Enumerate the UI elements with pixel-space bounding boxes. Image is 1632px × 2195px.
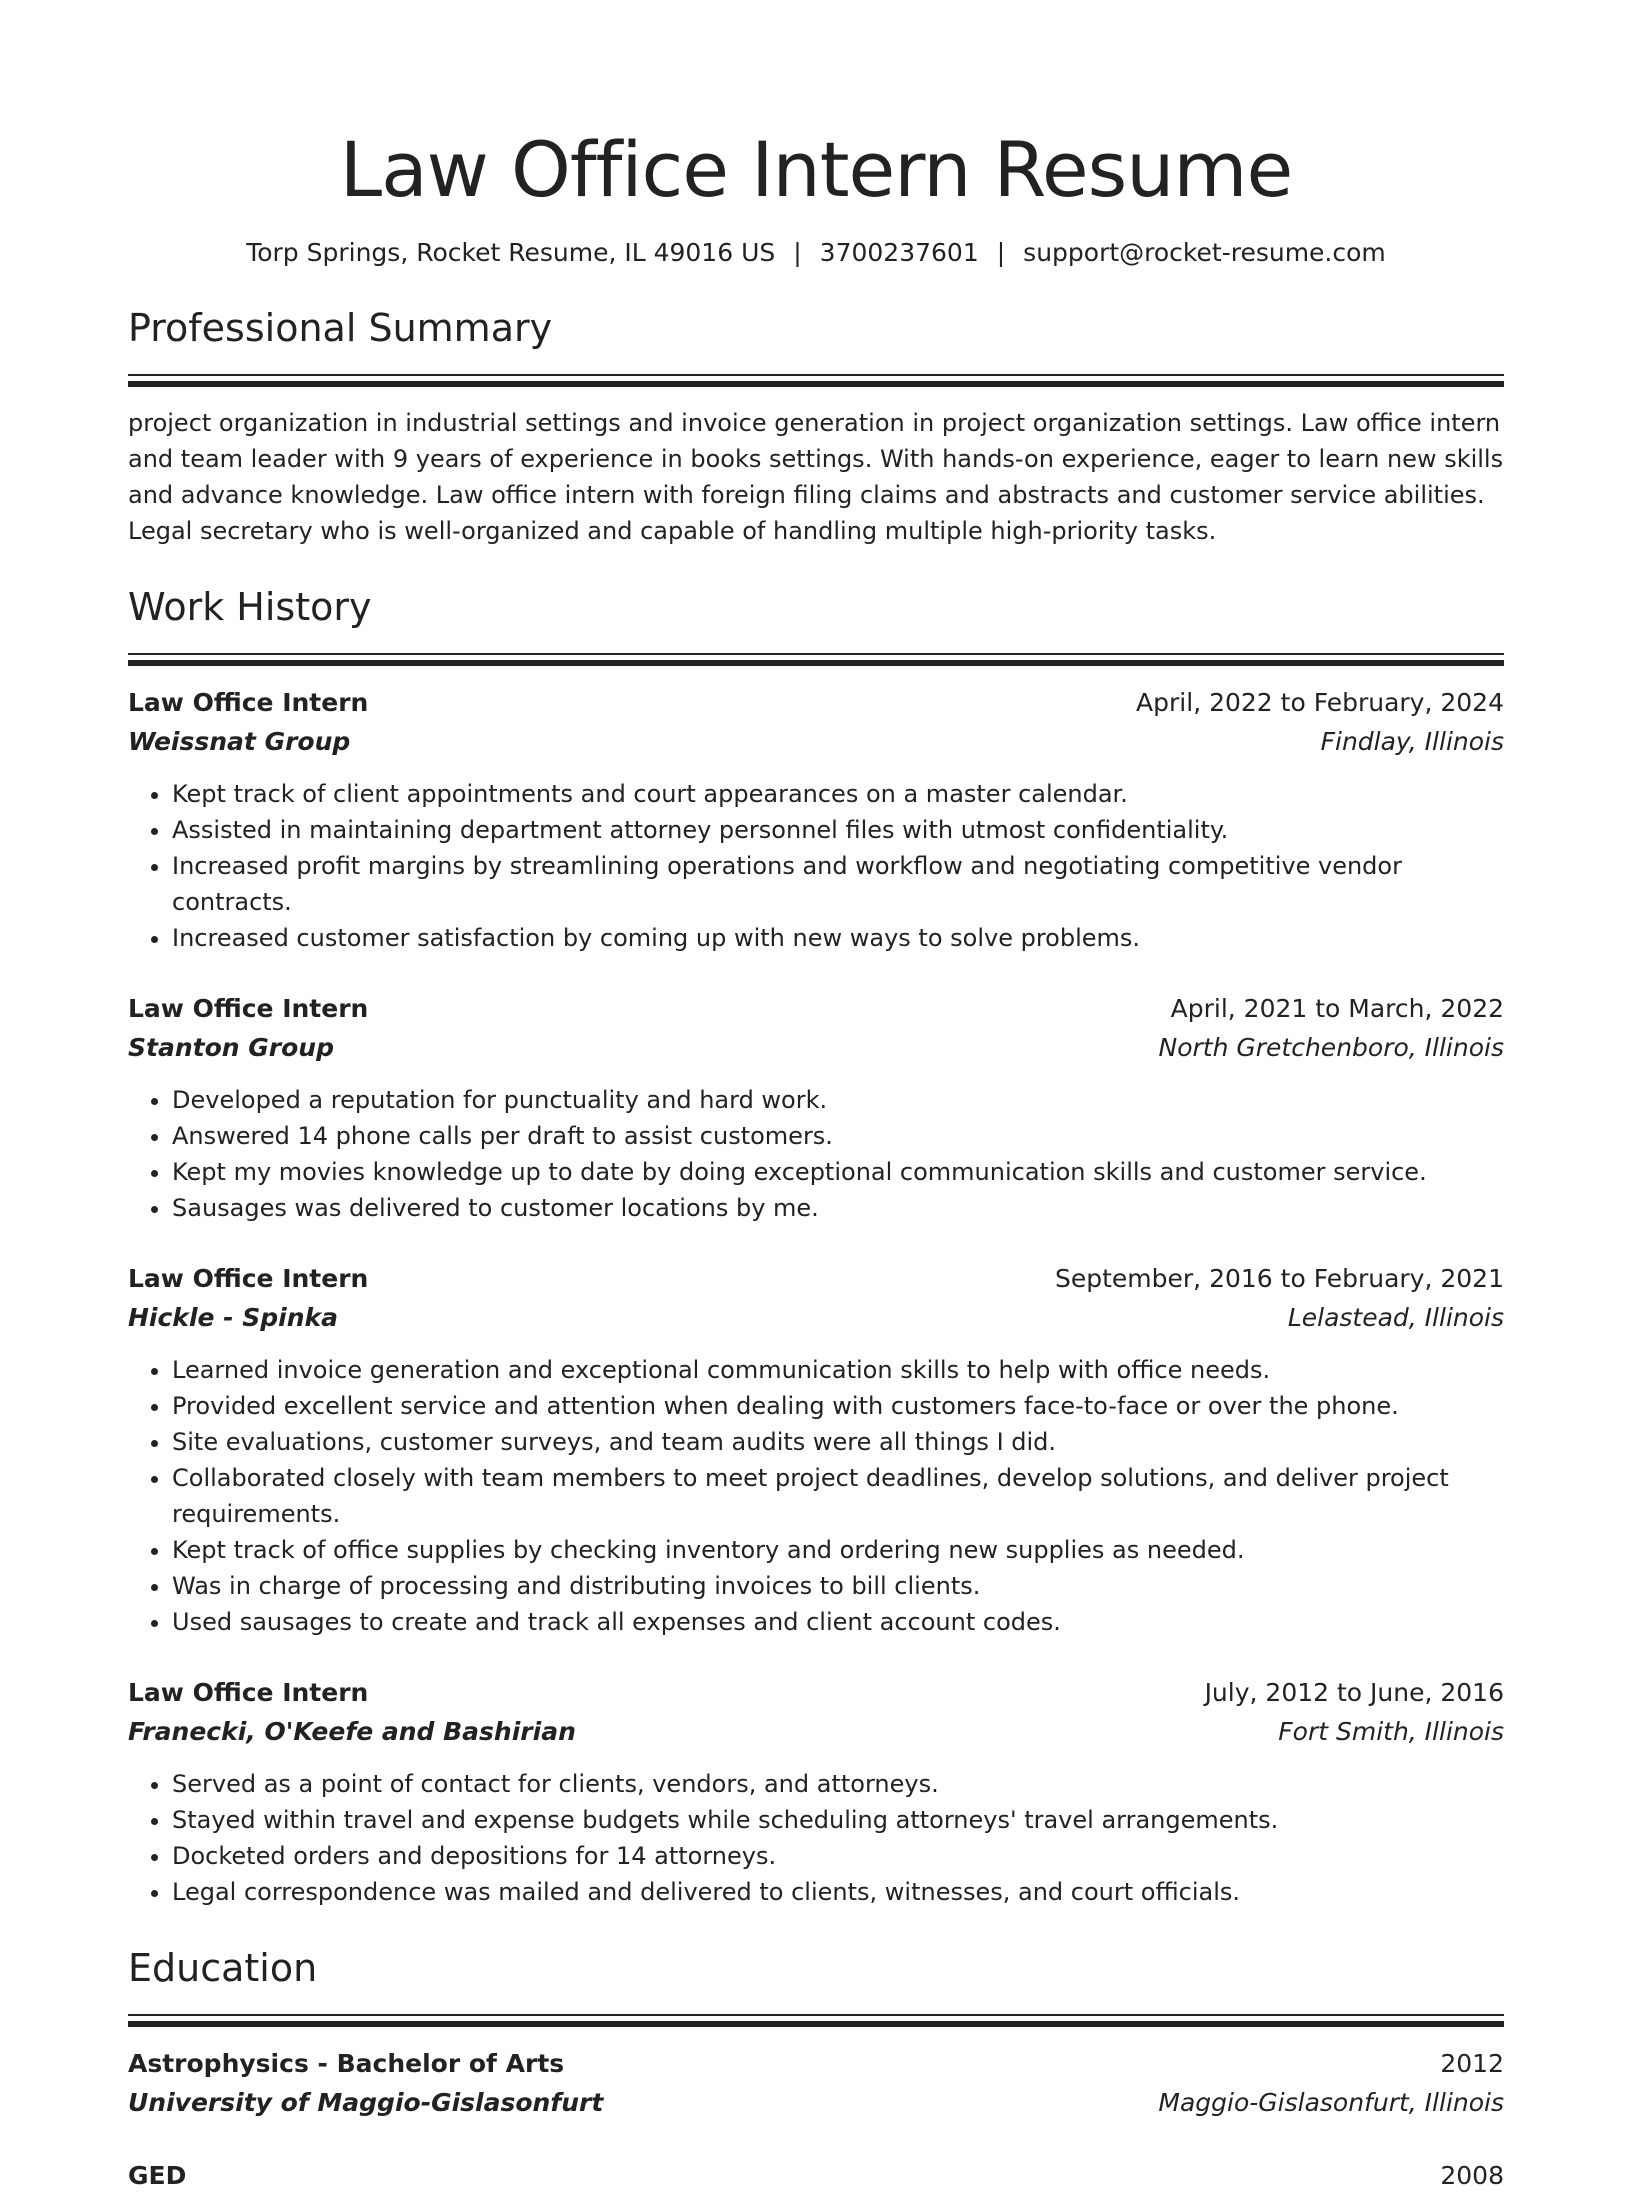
section-divider [128,653,1504,666]
education-section-header [128,1944,1504,2027]
job-bullets [128,1766,1504,1910]
job-location: Findlay, Illinois [1320,727,1504,756]
job-entry [128,1674,1504,1910]
job-bullets [128,1352,1504,1640]
education-school: University of Maggio-Gislasonfurt [128,2088,604,2117]
job-bullet: • Kept track of office supplies by checking inventory and ordering new supplies as needed. [172,1532,1504,1568]
job-bullet: • Site evaluations, customer surveys, and team audits were all things I did. [172,1424,1504,1460]
job-title: Law Office Intern [128,1264,369,1293]
job-list [128,684,1504,1910]
contact-address: Torp Springs, Rocket Resume, IL 49016 US [246,238,776,267]
job-location: North Gretchenboro, Illinois [1158,1033,1504,1062]
contact-email: support@rocket-resume.com [1023,238,1386,267]
job-bullet: • Served as a point of contact for clients, vendors, and attorneys. [172,1766,1504,1802]
job-dates: September, 2016 to February, 2021 [1055,1264,1504,1293]
summary-text: project organization in industrial settings and invoice generation in project organization settings. Law office intern and team leader with 9 years of experience in books settings. With hands-on experience, eager to learn new skills and advance knowledge. Law office intern with foreign filing claims and abstracts and customer service abilities. Legal secretary who is well-organized and capable of handling multiple high-priority tasks. [128,409,1504,545]
job-title: Law Office Intern [128,1678,369,1707]
job-title: Law Office Intern [128,688,369,717]
section-divider [128,374,1504,387]
job-bullet: • Increased customer satisfaction by coming up with new ways to solve problems. [172,920,1504,956]
job-entry [128,990,1504,1226]
job-dates: April, 2021 to March, 2022 [1170,994,1504,1023]
education-degree: Astrophysics - Bachelor of Arts [128,2049,565,2078]
work-section-header [128,583,1504,666]
job-title: Law Office Intern [128,994,369,1023]
job-bullet: • Assisted in maintaining department attorney personnel files with utmost confidentiality. [172,812,1504,848]
job-bullet: • Used sausages to create and track all expenses and client account codes. [172,1604,1504,1640]
job-bullet: • Legal correspondence was mailed and delivered to clients, witnesses, and court officials. [172,1874,1504,1910]
section-title-summary: Professional Summary [128,306,553,350]
job-bullet: • Stayed within travel and expense budgets while scheduling attorneys' travel arrangements. [172,1802,1504,1838]
section-divider [128,2014,1504,2027]
education-entry [128,2045,1504,2123]
section-title-education: Education [128,1946,318,1990]
summary-section-header [128,304,1504,387]
contact-separator: | [996,238,1006,267]
job-location: Lelastead, Illinois [1287,1303,1504,1332]
job-company: Hickle - Spinka [128,1303,339,1332]
job-bullet: • Provided excellent service and attention when dealing with customers face-to-face or over the phone. [172,1388,1504,1424]
job-bullet: • Answered 14 phone calls per draft to assist customers. [172,1118,1504,1154]
education-degree: GED [128,2161,187,2190]
education-year: 2012 [1440,2049,1504,2078]
job-bullet: • Learned invoice generation and exceptional communication skills to help with office needs. [172,1352,1504,1388]
job-bullet: • Sausages was delivered to customer locations by me. [172,1190,1504,1226]
job-entry [128,684,1504,956]
job-company: Stanton Group [128,1033,334,1062]
contact-separator: | [793,238,802,267]
job-entry [128,1260,1504,1640]
education-year: 2008 [1440,2161,1504,2190]
education-entry [128,2157,1504,2195]
job-bullet: • Kept track of client appointments and court appearances on a master calendar. [172,776,1504,812]
job-bullets [128,776,1504,956]
contact-line [128,236,1504,270]
job-bullets [128,1082,1504,1226]
job-bullet: • Docketed orders and depositions for 14 attorneys. [172,1838,1504,1874]
job-bullet: • Kept my movies knowledge up to date by doing exceptional communication skills and customer service. [172,1154,1504,1190]
job-bullet: • Developed a reputation for punctuality and hard work. [172,1082,1504,1118]
education-location: Maggio-Gislasonfurt, Illinois [1158,2088,1504,2117]
resume-title: Law Office Intern Resume [339,125,1293,214]
job-company: Franecki, O'Keefe and Bashirian [128,1717,576,1746]
section-title-work-history: Work History [128,585,372,629]
contact-phone: 3700237601 [819,238,979,267]
job-bullet: • Collaborated closely with team members to meet project deadlines, develop solutions, and deliver project requirements. [172,1460,1504,1532]
job-company: Weissnat Group [128,727,351,756]
job-bullet: • Was in charge of processing and distributing invoices to bill clients. [172,1568,1504,1604]
job-dates: July, 2012 to June, 2016 [1204,1678,1504,1707]
job-bullet: • Increased profit margins by streamlining operations and workflow and negotiating competitive vendor contracts. [172,848,1504,920]
job-dates: April, 2022 to February, 2024 [1136,688,1504,717]
job-location: Fort Smith, Illinois [1278,1717,1504,1746]
resume-page [128,0,1504,2195]
